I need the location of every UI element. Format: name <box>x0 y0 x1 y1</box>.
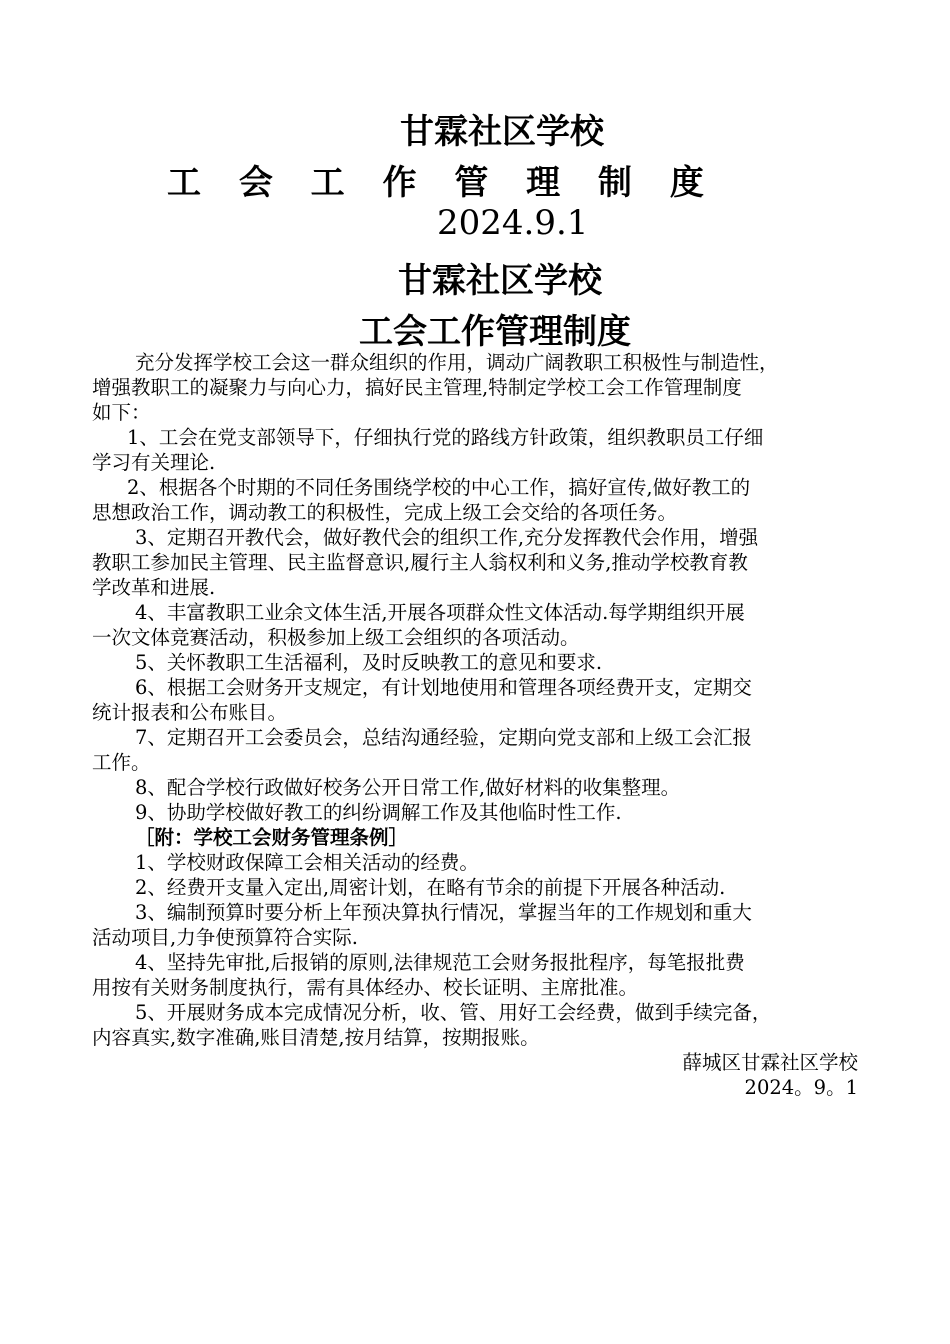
para-line: 活动项目,力争使预算符合实际. <box>92 926 358 949</box>
para-line: 1、工会在党支部领导下，仔细执行党的路线方针政策，组织教职员工仔细 <box>127 426 764 449</box>
para-line: 思想政治工作，调动教工的积极性，完成上级工会交给的各项任务。 <box>92 501 678 524</box>
para-line: 统计报表和公布账目。 <box>92 701 288 724</box>
para-line: 工作。 <box>92 751 151 774</box>
para-line: 1、学校财政保障工会相关活动的经费。 <box>135 851 479 874</box>
para-line: 4、丰富教职工业余文体生活,开展各项群众性文体活动.每学期组织开展 <box>135 601 745 624</box>
para-line: 5、关怀教职工生活福利，及时反映教工的意见和要求. <box>135 651 603 674</box>
title-date: 2024.9.1 <box>437 203 589 243</box>
para-line: 充分发挥学校工会这一群众组织的作用，调动广阔教职工积极性与制造性， <box>135 351 779 374</box>
para-line: 内容真实,数字准确,账目清楚,按月结算，按期报账。 <box>92 1026 540 1049</box>
title-school: 甘霖社区学校 <box>400 112 604 152</box>
para-line: 学习有关理论. <box>92 451 216 474</box>
para-line: 如下： <box>92 401 151 424</box>
title-regulation: 工会工作管理制度 <box>359 312 631 352</box>
para-line: 3、编制预算时要分析上年预决算执行情况，掌握当年的工作规划和重大 <box>135 901 752 924</box>
para-line: 9、协助学校做好教工的纠纷调解工作及其他临时性工作. <box>135 801 622 824</box>
signature-org: 薛城区甘霖社区学校 <box>682 1051 858 1074</box>
para-line: 8、配合学校行政做好校务公开日常工作,做好材料的收集整理。 <box>135 776 681 799</box>
para-line: 增强教职工的凝聚力与向心力，搞好民主管理,特制定学校工会工作管理制度 <box>92 376 742 399</box>
para-line: 4、坚持先审批,后报销的原则,法律规范工会财务报批程序，每笔报批费 <box>135 951 745 974</box>
para-line: 7、定期召开工会委员会，总结沟通经验，定期向党支部和上级工会汇报 <box>135 726 752 749</box>
para-line: 一次文体竞赛活动，积极参加上级工会组织的各项活动。 <box>92 626 580 649</box>
title-school-repeat: 甘霖社区学校 <box>398 261 602 301</box>
para-line: 学改革和进展. <box>92 576 216 599</box>
para-line: 用按有关财务制度执行，需有具体经办、校长证明、主席批准。 <box>92 976 639 999</box>
para-line: 2、根据各个时期的不同任务围绕学校的中心工作，搞好宣传,做好教工的 <box>127 476 751 499</box>
para-line: 5、开展财务成本完成情况分析，收、管、用好工会经费，做到手续完备， <box>135 1001 772 1024</box>
signature-date: 2024。9。1 <box>744 1076 858 1099</box>
para-line: 3、定期召开教代会，做好教代会的组织工作,充分发挥教代会作用，增强 <box>135 526 759 549</box>
para-line: 2、经费开支量入定出,周密计划，在略有节余的前提下开展各种活动. <box>135 876 726 899</box>
appendix-heading: ［附：学校工会财务管理条例］ <box>135 826 409 849</box>
para-line: 教职工参加民主管理、民主监督意识,履行主人翁权利和义务,推动学校教育教 <box>92 551 748 574</box>
title-spaced: 工 会 工 作 管 理 制 度 <box>167 163 717 203</box>
para-line: 6、根据工会财务开支规定，有计划地使用和管理各项经费开支，定期交 <box>135 676 752 699</box>
